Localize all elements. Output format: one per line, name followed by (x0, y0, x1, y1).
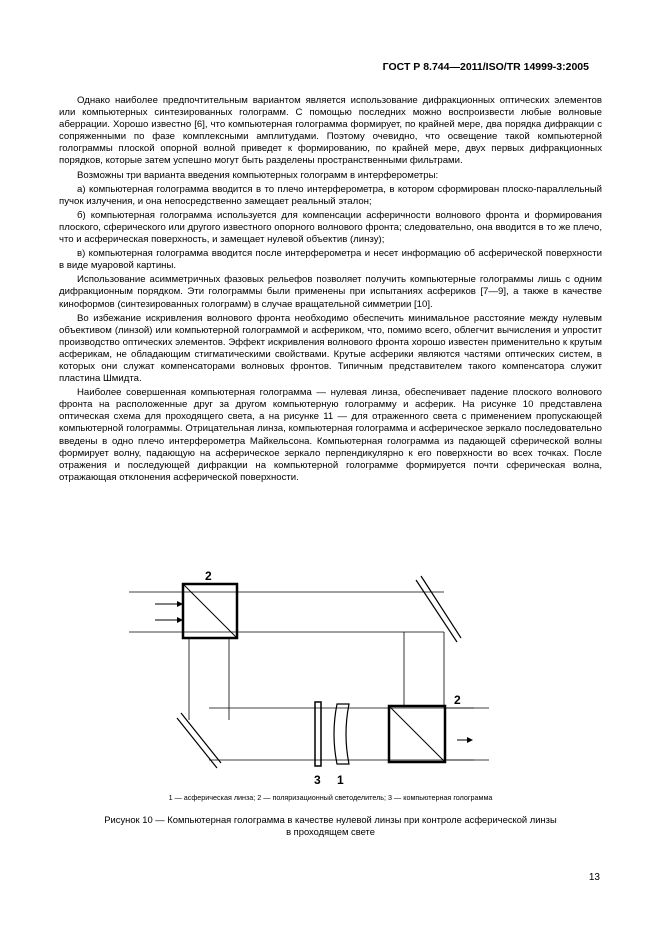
optical-diagram (59, 570, 602, 790)
paragraph: Во избежание искривления волнового фронта необходимо обеспечить минимальное расстояние между нулевым объективом (линзой) или компьютерной голограммой и асфериком, что, помимо всего, облегчит вычисления и упростит производство оптических элементов. Эффект искривления волнового фронта хорошо известен применительно к крутым асферикам, не обладающим стигматическими свойствами. Крутые асферики являются частями оптических систем, в которых они служат компенсаторами волновых фронтов. Типичным представителем такого компенсатора служит пластина Шмидта. (59, 312, 602, 385)
figure-legend: 1 — асферическая линза; 2 — поляризационный светоделитель; 3 — компьютерная голограмма (168, 793, 493, 802)
paragraph: в) компьютерная голограмма вводится после интерферометра и несет информацию об асферической поверхности в виде муаровой картины. (59, 248, 602, 272)
paragraph: а) компьютерная голограмма вводится в то плечо интерферометра, в котором сформирован плоско-параллельный пучок излучения, и она непосредственно замещает реальный эталон; (59, 183, 602, 207)
label-splitter-top: 2 (205, 570, 212, 583)
paragraph: Возможны три варианта введения компьютерных голограмм в интерферометры: (77, 169, 439, 181)
paragraph: б) компьютерная голограмма используется для компенсации асферичности волнового фронта и формирования плоского, сферического или другого известного опорного волнового фронта; следовательно, она вводится в то же плечо, что и асферическая поверхность, и замещает нулевой объектив (линзу); (59, 209, 602, 246)
paragraph: Однако наиболее предпочтительным вариантом является использование дифракционных оптических элементов или компьютерных синтезированных голограмм. С помощью последних можно воспроизвести любые волновые аберрации. Хорошо известно [6], что компьютерная голограмма формирует, по крайней мере, два порядка дифракции с сопряженными по фазе комплексными амплитудами. Поэтому очевидно, что освещение такой компьютерной голограммы плоской опорной волной приведет к формированию, по крайней мере, двух первых дифракционных порядков, которые затем успешно могут быть разделены пространственными фильтрами. (59, 95, 602, 167)
aspheric-lens (334, 704, 349, 764)
computer-hologram (315, 702, 321, 766)
page-number: 13 (588, 872, 600, 883)
caption-line: Рисунок 10 — Компьютерная голограмма в качестве нулевой линзы при контроле асферической линзы (104, 814, 557, 825)
caption-line: в проходящем свете (286, 826, 375, 837)
mirror-top-right (416, 580, 457, 642)
output-arrow-icon (467, 737, 473, 743)
body-text (59, 95, 602, 486)
paragraph: Наиболее совершенная компьютерная голограмма — нулевая линза, обеспечивает падение плоского волнового фронта на расположенные друг за другом компьютерную голограмму и асферик. На рисунке 10 представлена оптическая схема для проходящего света, а на рисунке 11 — для отраженного света с применением пропускающей компьютерной голограммы. Отрицательная линза, компьютерная голограмма и асферическое зеркало последовательно введены в одно плечо интерферометра Майкельсона. Компьютерная голограмма из падающей сферической волны формирует волну, падающую на асферическое зеркало перпендикулярно к его поверхности во всех точках. После отражения и последующей дифракции на компьютерной голограмме формируется почти сферическая волна, отражающая отклонения асферической поверхности. (59, 387, 602, 483)
figure-10-optical-scheme (59, 570, 602, 790)
label-splitter-right: 2 (454, 693, 461, 707)
document-header: ГОСТ Р 8.744—2011/ISO/TR 14999-3:2005 (382, 61, 589, 73)
mirror-bottom-left (177, 718, 217, 768)
label-lens: 1 (337, 773, 344, 787)
paragraph: Использование асимметричных фазовых рельефов позволяет получить компьютерные голограммы лишь с одним дифракционным порядком. Эти голограммы были применены при испытаниях асфериков [7—9], а также в качестве киноформов (синтезированных голограмм) в случае вращательной симметрии [10]. (59, 274, 602, 310)
label-hologram: 3 (314, 773, 321, 787)
figure-caption (0, 814, 661, 838)
